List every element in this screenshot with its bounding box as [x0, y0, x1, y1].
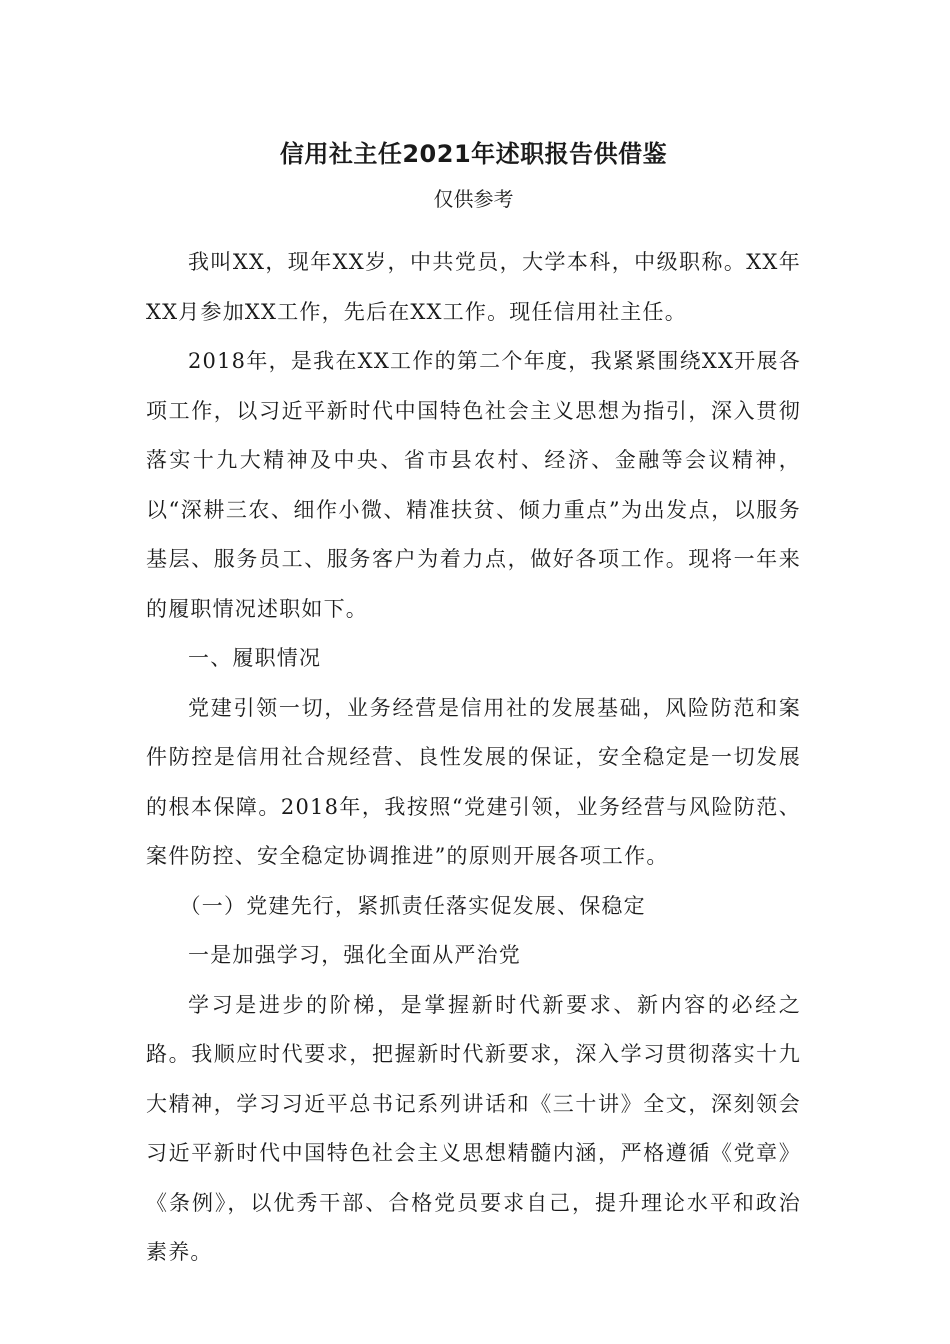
paragraph-study: 学习是进步的阶梯，是掌握新时代新要求、新内容的必经之路。我顺应时代要求，把握新时代新要求，深入学习贯彻落实十九大精神，学习习近平总书记系列讲话和《三十讲》全文，深刻领会习近平新时代中国特色社会主义思想精髓内涵，严格遵循《党章》《条例》，以优秀干部、合格党员要求自己，提升理论水平和政治素养。	[146, 992, 801, 1264]
section-heading-duties: 一、履职情况	[188, 646, 322, 670]
document-body	[146, 130, 801, 1278]
document-title: 信用社主任2021年述职报告供借鉴	[279, 140, 668, 168]
paragraph-overview: 2018年，是我在XX工作的第二个年度，我紧紧围绕XX开展各项工作，以习近平新时代中国特色社会主义思想为指引，深入贯彻落实十九大精神及中央、省市县农村、经济、金融等会议精神，以“深耕三农、细作小微、精准扶贫、倾力重点”为出发点，以服务基层、服务员工、服务客户为着力点，做好各项工作。现将一年来的履职情况述职如下。	[146, 349, 801, 621]
document-subtitle: 仅供参考	[433, 187, 514, 211]
subsection-heading-party-building: （一）党建先行，紧抓责任落实促发展、保稳定	[179, 893, 646, 918]
item-heading-study: 一是加强学习，强化全面从严治党	[188, 943, 521, 967]
paragraph-principles: 党建引领一切，业务经营是信用社的发展基础，风险防范和案件防控是信用社合规经营、良性发展的保证，安全稳定是一切发展的根本保障。2018年，我按照“党建引领，业务经营与风险防范、案件防控、安全稳定协调推进”的原则开展各项工作。	[146, 695, 801, 868]
paragraph-intro: 我叫XX，现年XX岁，中共党员，大学本科，中级职称。XX年XX月参加XX工作，先后在XX工作。现任信用社主任。	[146, 250, 801, 324]
